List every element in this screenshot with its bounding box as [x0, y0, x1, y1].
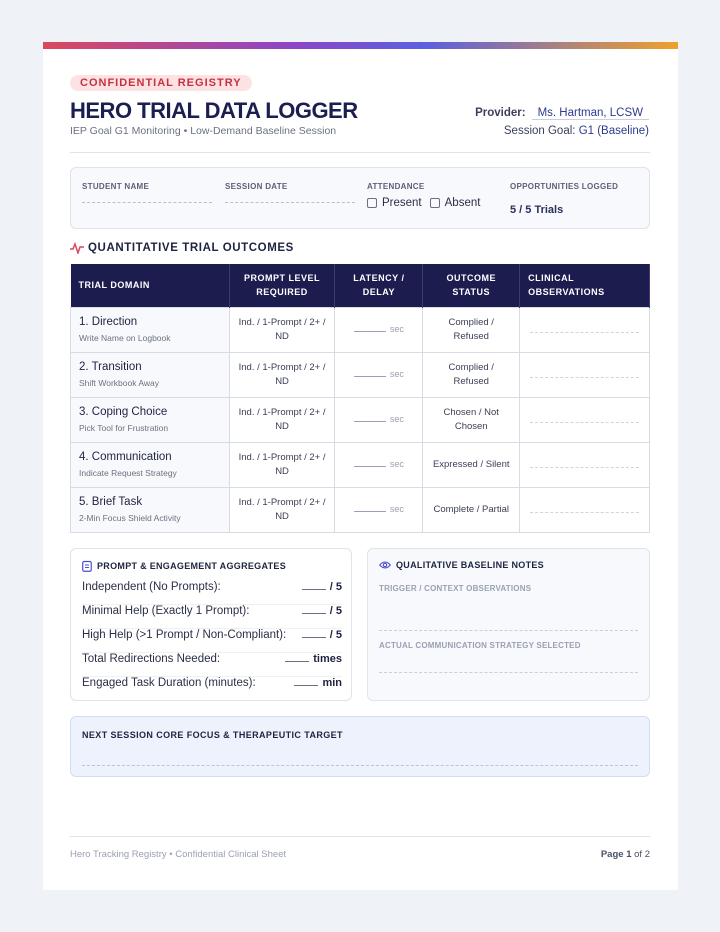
trial-domain-cell: 5. Brief Task 2-Min Focus Shield Activity [71, 487, 230, 532]
latency-cell[interactable]: sec [335, 397, 423, 442]
notes-heading: QUALITATIVE BASELINE NOTES [379, 560, 544, 570]
prompt-level-cell[interactable]: Ind. / 1-Prompt / 2+ / ND [229, 442, 335, 487]
outcome-status-cell[interactable]: Complied / Refused [423, 352, 520, 397]
prompt-level-cell[interactable]: Ind. / 1-Prompt / 2+ / ND [229, 397, 335, 442]
absent-checkbox[interactable] [430, 197, 481, 209]
session-date-label: SESSION DATE [225, 182, 288, 191]
aggregate-row: Minimal Help (Exactly 1 Prompt): / 5 [82, 605, 342, 629]
table-row [71, 397, 650, 442]
logger-sheet [43, 42, 678, 890]
trigger-observations-label: TRIGGER / CONTEXT OBSERVATIONS [379, 584, 532, 593]
next-session-focus-panel [70, 716, 650, 777]
next-session-focus-label: NEXT SESSION CORE FOCUS & THERAPEUTIC TARGET [82, 730, 343, 740]
prompt-level-cell[interactable]: Ind. / 1-Prompt / 2+ / ND [229, 487, 335, 532]
col-latency: LATENCY / DELAY [335, 264, 423, 307]
page-subtitle: IEP Goal G1 Monitoring • Low-Demand Baseline Session [70, 125, 337, 137]
clipboard-icon [82, 560, 92, 572]
strategy-selected-line[interactable] [379, 672, 638, 673]
table-row [71, 307, 650, 352]
pulse-icon [70, 242, 84, 254]
col-outcome-status: OUTCOME STATUS [423, 264, 520, 307]
gradient-accent-bar [43, 42, 678, 49]
outcome-status-cell[interactable]: Expressed / Silent [423, 442, 520, 487]
latency-cell[interactable]: sec [335, 352, 423, 397]
table-header-row [71, 264, 650, 307]
table-row [71, 487, 650, 532]
provider-label: Provider: [475, 107, 526, 119]
latency-cell[interactable]: sec [335, 487, 423, 532]
clinical-observation-cell[interactable] [520, 307, 650, 352]
aggregates-card [70, 548, 352, 701]
trial-domain-cell: 3. Coping Choice Pick Tool for Frustration [71, 397, 230, 442]
present-checkbox[interactable] [367, 197, 422, 209]
outcome-status-cell[interactable]: Chosen / Not Chosen [423, 397, 520, 442]
prompt-level-cell[interactable]: Ind. / 1-Prompt / 2+ / ND [229, 307, 335, 352]
present-label: Present [382, 197, 422, 209]
checkbox-icon [367, 198, 377, 208]
page-title: HERO TRIAL DATA LOGGER [70, 98, 358, 123]
col-clinical-observations: CLINICAL OBSERVATIONS [520, 264, 650, 307]
latency-cell[interactable]: sec [335, 442, 423, 487]
session-goal-value: G1 (Baseline) [578, 125, 649, 137]
footer-divider [70, 836, 650, 837]
strategy-selected-label: ACTUAL COMMUNICATION STRATEGY SELECTED [379, 641, 581, 650]
absent-label: Absent [444, 197, 481, 209]
student-name-input-line[interactable] [82, 202, 212, 203]
session-goal-label: Session Goal: [503, 125, 576, 137]
outcomes-heading [70, 242, 294, 254]
footer-text: Hero Tracking Registry • Confidential Clinical Sheet [70, 849, 287, 860]
confidential-badge: CONFIDENTIAL REGISTRY [70, 75, 252, 91]
trial-domain-cell: 2. Transition Shift Workbook Away [71, 352, 230, 397]
col-trial-domain: TRIAL DOMAIN [71, 264, 230, 307]
session-date-input-line[interactable] [225, 202, 355, 203]
aggregates-heading: PROMPT & ENGAGEMENT AGGREGATES [82, 560, 286, 572]
opportunities-value: 5 / 5 Trials [510, 204, 564, 216]
outcome-status-cell[interactable]: Complied / Refused [423, 307, 520, 352]
clinical-observation-cell[interactable] [520, 352, 650, 397]
header-divider [70, 152, 650, 153]
opportunities-field [510, 182, 618, 216]
opportunities-label: OPPORTUNITIES LOGGED [510, 182, 619, 191]
trigger-observations-line[interactable] [379, 630, 638, 631]
aggregate-row: High Help (>1 Prompt / Non-Compliant): / 5 [82, 629, 342, 653]
student-name-label: STUDENT NAME [82, 182, 150, 191]
prompt-level-cell[interactable]: Ind. / 1-Prompt / 2+ / ND [229, 352, 335, 397]
provider-value[interactable]: Ms. Hartman, LCSW [532, 107, 649, 120]
page-indicator: Page 1 of 2 [600, 849, 650, 860]
table-row [71, 442, 650, 487]
aggregate-row: Total Redirections Needed: times [82, 653, 342, 677]
aggregate-row: Engaged Task Duration (minutes): min [82, 677, 342, 689]
aggregate-row: Independent (No Prompts): / 5 [82, 581, 342, 605]
checkbox-icon [430, 198, 440, 208]
student-name-field [82, 182, 149, 191]
trial-domain-cell: 4. Communication Indicate Request Strategy [71, 442, 230, 487]
clinical-observation-cell[interactable] [520, 442, 650, 487]
qualitative-notes-card [367, 548, 650, 701]
trial-outcomes-table [70, 264, 650, 533]
col-prompt-level: PROMPT LEVEL REQUIRED [229, 264, 335, 307]
session-meta-panel [70, 167, 650, 229]
trial-domain-cell: 1. Direction Write Name on Logbook [71, 307, 230, 352]
next-session-focus-line[interactable] [82, 765, 638, 766]
outcome-status-cell[interactable]: Complete / Partial [423, 487, 520, 532]
session-date-field [225, 182, 288, 191]
clinical-observation-cell[interactable] [520, 487, 650, 532]
attendance-label: ATTENDANCE [367, 182, 425, 191]
provider-field [475, 107, 649, 120]
session-goal [504, 125, 649, 137]
attendance-field [367, 182, 488, 209]
table-row [71, 352, 650, 397]
latency-cell[interactable]: sec [335, 307, 423, 352]
clinical-observation-cell[interactable] [520, 397, 650, 442]
eye-icon [379, 560, 391, 570]
outcomes-heading-text: QUANTITATIVE TRIAL OUTCOMES [88, 242, 294, 254]
